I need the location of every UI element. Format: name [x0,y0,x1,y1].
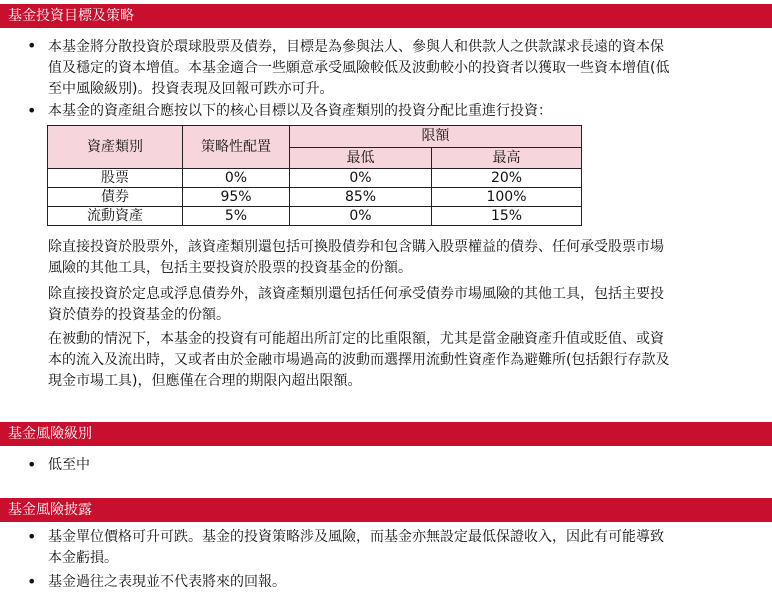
table-row [48,207,582,226]
table-header-strategic-allocation: 策略性配置 [183,126,290,169]
risk-disclosure-text-2: 基金過往之表現並不代表將來的回報。 [48,574,286,590]
text-line: 至中風險級別)。投資表現及回報可跌亦可升。 [48,81,334,97]
risk-disclosure-text-1 [48,527,768,569]
passive-breach-note-text [48,329,768,392]
table-cell-min: 0% [290,207,432,226]
table-cell-asset: 債券 [48,188,183,207]
table-header-limit: 限額 [290,126,582,148]
table-cell-max: 20% [432,169,582,188]
asset-allocation-table [47,125,582,226]
table-row [48,169,582,188]
table-cell-min: 85% [290,188,432,207]
text-line: 除直接投資於定息或浮息債券外，該資產類別還包括任何承受債券市場風險的其他工具，包括主要投 [48,286,664,302]
bullet-icon: • [27,101,37,120]
bullet-icon: • [27,572,37,591]
text-line: 在被動的情況下，本基金的投資有可能超出所訂定的比重限額，尤其是當金融資產升值或貶值、或資 [48,331,664,347]
text-line: 值及穩定的資本增值。本基金適合一些願意承受風險較低及波動較小的投資者以獲取一些資本增值(低 [48,60,670,76]
section-header-strategy [0,4,772,28]
bullet-icon: • [27,455,37,474]
table-cell-asset: 流動資產 [48,207,183,226]
section-header-risk-disclosure [0,498,772,522]
section-header-risk-level [0,422,772,446]
section-title-risk-level: 基金風險級別 [8,426,92,442]
text-line: 除直接投資於股票外，該資產類別還包括可換股債券和包含購入股票權益的債券、任何承受股票市場 [48,239,664,255]
text-line: 資於債券的投資基金的份額。 [48,307,230,323]
table-cell-strategic: 0% [183,169,290,188]
table-header-min: 最低 [290,147,432,169]
table-header-asset-class: 資產類別 [48,126,183,169]
text-line: 基金單位價格可升可跌。基金的投資策略涉及風險，而基金亦無設定最低保證收入，因此有可能導致 [48,529,664,545]
text-line: 本的流入及流出時，又或者由於金融市場過高的波動而選擇用流動性資產作為避難所(包括銀行存款及 [48,352,670,368]
section-title-risk-disclosure: 基金風險披露 [8,502,92,518]
table-cell-asset: 股票 [48,169,183,188]
table-cell-strategic: 5% [183,207,290,226]
allocation-intro-text: 本基金的資產組合應按以下的核心目標以及各資產類別的投資分配比重進行投資： [48,103,552,119]
bullet-icon: • [27,527,37,546]
section-title-strategy: 基金投資目標及策略 [8,8,134,24]
bond-note-text [48,284,768,326]
table-cell-max: 100% [432,188,582,207]
text-line: 本基金將分散投資於環球股票及債券，目標是為參與法人、參與人和供款人之供款謀求長遠的資本保 [48,39,664,55]
text-line: 風險的其他工具，包括主要投資於股票的投資基金的份額。 [48,260,412,276]
equity-note-text [48,237,768,279]
table-cell-strategic: 95% [183,188,290,207]
table-header-max: 最高 [432,147,582,169]
risk-level-value: 低至中 [48,457,90,473]
table-row [48,188,582,207]
table-cell-min: 0% [290,169,432,188]
table-cell-max: 15% [432,207,582,226]
text-line: 本金虧損。 [48,550,118,566]
bullet-icon: • [27,36,37,55]
strategy-objective-text [48,37,768,100]
text-line: 現金市場工具)，但應僅在合理的期限內超出限額。 [48,373,362,389]
